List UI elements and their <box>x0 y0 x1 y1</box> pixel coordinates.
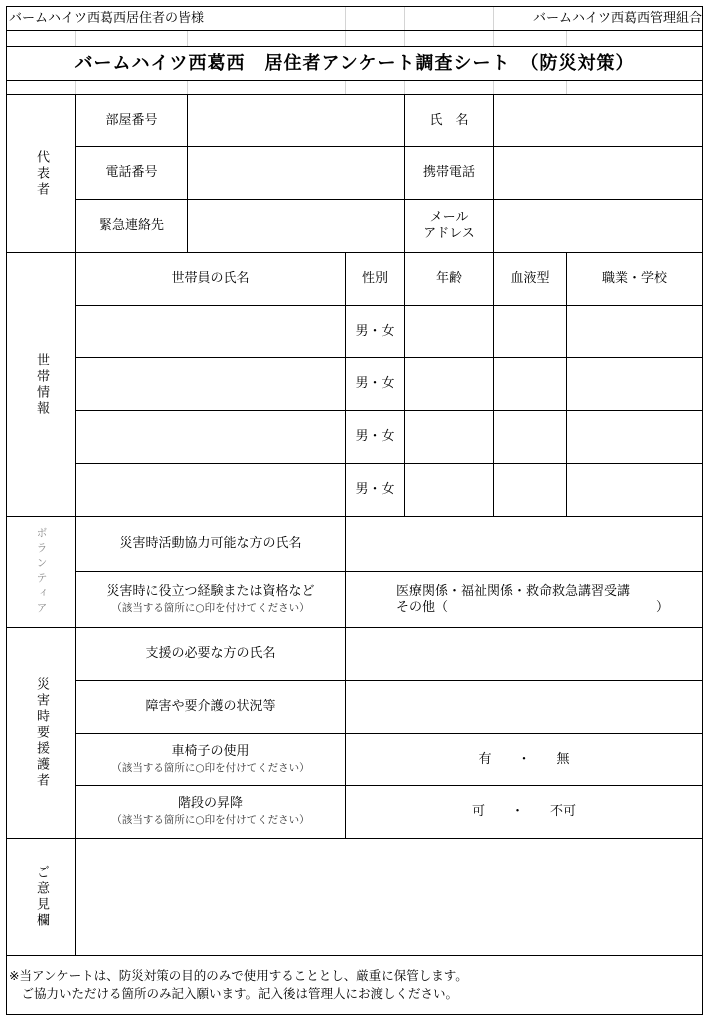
mobile-field[interactable] <box>494 147 702 199</box>
header-addressee: バームハイツ西葛西居住者の皆様 <box>9 10 205 26</box>
footer-note <box>9 956 699 1014</box>
border-line <box>6 30 703 31</box>
email-label-line1: メール <box>429 210 469 225</box>
household-member-name-field[interactable] <box>76 306 345 357</box>
email-field[interactable] <box>494 200 702 252</box>
opinion-field[interactable] <box>76 839 702 955</box>
household-gender-option[interactable]: 男・女 <box>355 429 395 444</box>
household-member-name-field[interactable] <box>76 358 345 410</box>
page-title: バームハイツ西葛西 居住者アンケート調査シート （防災対策） <box>74 52 635 74</box>
section-label-representative: 代表者 <box>34 149 49 198</box>
volunteer-skills-label-cell <box>76 572 345 627</box>
household-member-name-field[interactable] <box>76 464 345 516</box>
header-organization: バームハイツ西葛西管理組合 <box>532 10 702 26</box>
grid-line <box>493 30 494 46</box>
volunteer-skills-label: 災害時に役立つ経験または資格など <box>106 583 315 599</box>
grid-line <box>345 80 346 94</box>
support-name-label: 支援の必要な方の氏名 <box>145 646 276 661</box>
grid-line <box>566 30 567 46</box>
support-name-field[interactable] <box>346 628 702 680</box>
household-member-name-field[interactable] <box>76 411 345 463</box>
phone-label: 電話番号 <box>105 165 158 180</box>
support-condition-field[interactable] <box>346 681 702 733</box>
border-line <box>6 80 703 81</box>
stairs-note: （該当する箇所に○印を付けてください） <box>111 814 310 826</box>
wheelchair-options[interactable]: 有 ・ 無 <box>478 751 570 767</box>
wheelchair-label-cell <box>76 734 345 785</box>
footer-note-line2: ご協力いただける箇所のみ記入願います。記入後は管理人にお渡しください。 <box>9 986 459 1001</box>
stairs-options[interactable]: 可 ・ 不可 <box>471 804 576 819</box>
household-column-blood-type: 血液型 <box>510 271 550 286</box>
volunteer-activity-label: 災害時活動協力可能な方の氏名 <box>119 536 302 551</box>
household-gender-option[interactable]: 男・女 <box>355 376 395 391</box>
emergency-contact-field[interactable] <box>188 200 404 252</box>
section-label-volunteer: ボランティア <box>35 527 48 617</box>
volunteer-skills-options[interactable] <box>346 572 702 627</box>
grid-line <box>404 80 405 94</box>
grid-line <box>187 30 188 46</box>
grid-line <box>404 30 405 46</box>
wheelchair-note: （該当する箇所に○印を付けてください） <box>111 761 310 774</box>
household-gender-option[interactable]: 男・女 <box>355 482 395 497</box>
footer-note-line1: ※当アンケートは、防災対策の目的のみで使用することとし、厳重に保管します。 <box>9 968 468 983</box>
wheelchair-label: 車椅子の使用 <box>171 743 250 759</box>
emergency-contact-label: 緊急連絡先 <box>98 218 164 233</box>
household-column-gender: 性別 <box>361 271 388 286</box>
phone-field[interactable] <box>188 147 404 199</box>
grid-line <box>75 80 76 94</box>
grid-line <box>187 80 188 94</box>
email-label <box>405 200 493 252</box>
household-column-occupation: 職業・学校 <box>601 271 667 286</box>
household-column-age: 年齢 <box>435 271 462 286</box>
grid-line <box>404 6 405 30</box>
name-label: 氏 名 <box>429 112 469 128</box>
name-field[interactable] <box>494 95 702 146</box>
border-line <box>702 6 703 1015</box>
support-condition-label: 障害や要介護の状況等 <box>145 699 276 714</box>
border-line <box>6 1014 703 1015</box>
stairs-label: 階段の昇降 <box>177 796 243 811</box>
volunteer-skills-note: （該当する箇所に○印を付けてください） <box>111 601 310 614</box>
mobile-label: 携帯電話 <box>422 165 475 180</box>
grid-line <box>345 30 346 46</box>
section-label-household: 世帯情報 <box>34 352 49 417</box>
volunteer-skills-option-list: 医療関係・福祉関係・救命救急講習受講 <box>396 583 631 599</box>
grid-line <box>75 30 76 46</box>
household-gender-option[interactable]: 男・女 <box>355 323 395 339</box>
email-label-line2: アドレス <box>423 226 475 241</box>
volunteer-skills-other: その他（ ） <box>396 599 670 615</box>
grid-line <box>493 80 494 94</box>
room-number-field[interactable] <box>188 95 404 146</box>
volunteer-activity-field[interactable] <box>346 517 702 571</box>
grid-line <box>345 6 346 30</box>
section-label-support: 災害時要援護者 <box>34 677 49 789</box>
room-number-label: 部屋番号 <box>105 112 158 128</box>
stairs-label-cell <box>76 786 345 838</box>
section-label-opinion: ご意見欄 <box>34 865 49 929</box>
household-column-name: 世帯員の氏名 <box>171 271 250 286</box>
grid-line <box>566 80 567 94</box>
grid-line <box>493 6 494 30</box>
